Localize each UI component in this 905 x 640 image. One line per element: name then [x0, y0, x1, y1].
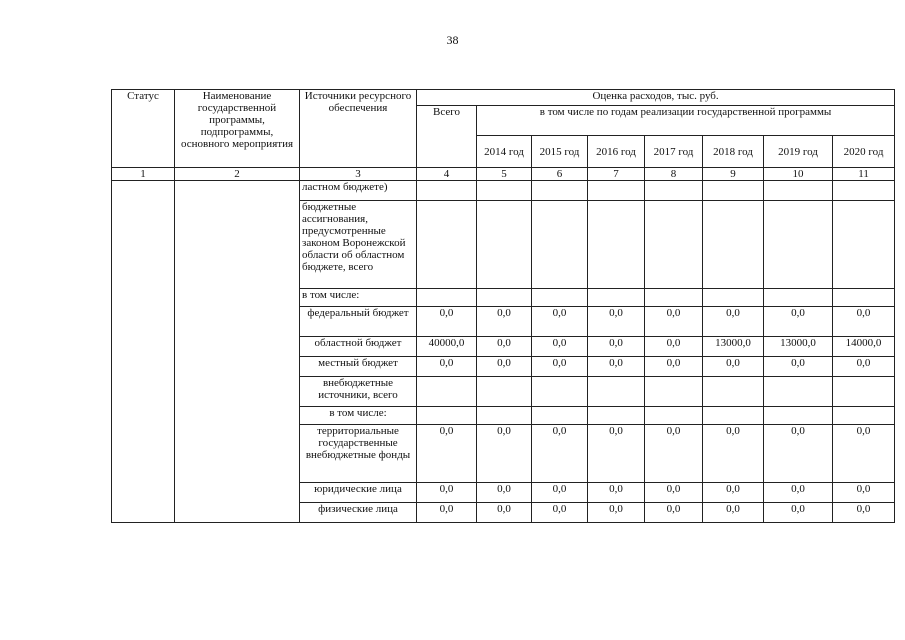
year-value-cell: 0,0 — [764, 307, 833, 337]
year-value-cell: 0,0 — [532, 357, 588, 377]
year-value-cell — [703, 289, 764, 307]
year-value-cell: 0,0 — [764, 357, 833, 377]
year-value-cell — [645, 407, 703, 425]
column-number: 4 — [417, 168, 477, 181]
year-value-cell: 0,0 — [477, 425, 532, 483]
total-value-cell: 40000,0 — [417, 337, 477, 357]
year-value-cell: 0,0 — [477, 307, 532, 337]
status-cell — [112, 337, 175, 357]
year-value-cell — [703, 407, 764, 425]
year-value-cell: 0,0 — [532, 307, 588, 337]
total-value-cell: 0,0 — [417, 425, 477, 483]
year-value-cell — [833, 407, 895, 425]
column-number: 10 — [764, 168, 833, 181]
year-value-cell: 0,0 — [477, 483, 532, 503]
year-value-cell — [645, 289, 703, 307]
year-value-cell — [532, 201, 588, 289]
year-value-cell — [703, 181, 764, 201]
program-name-cell — [175, 425, 300, 483]
year-value-cell: 0,0 — [588, 357, 645, 377]
year-value-cell — [833, 201, 895, 289]
year-value-cell: 0,0 — [833, 503, 895, 523]
table-row — [112, 483, 895, 503]
year-value-cell — [477, 377, 532, 407]
status-cell — [112, 289, 175, 307]
year-value-cell — [477, 289, 532, 307]
funding-source-cell: территориальные государственные внебюджетные фонды — [300, 425, 417, 483]
year-value-cell: 0,0 — [588, 503, 645, 523]
total-value-cell — [417, 377, 477, 407]
total-value-cell — [417, 181, 477, 201]
expense-estimate-table — [111, 89, 895, 523]
table-row — [112, 181, 895, 201]
year-value-cell: 0,0 — [833, 425, 895, 483]
funding-source-cell: физические лица — [300, 503, 417, 523]
status-cell — [112, 425, 175, 483]
total-value-cell: 0,0 — [417, 307, 477, 337]
year-value-cell: 0,0 — [703, 357, 764, 377]
year-value-cell — [645, 201, 703, 289]
year-value-cell: 13000,0 — [703, 337, 764, 357]
program-name-cell — [175, 181, 300, 201]
year-value-cell: 0,0 — [764, 503, 833, 523]
header-by-years: в том числе по годам реализации государственной программы — [477, 106, 895, 136]
table-row — [112, 377, 895, 407]
year-value-cell: 0,0 — [532, 483, 588, 503]
funding-source-cell: бюджетные ассигнования, предусмотренные законом Воронежской области об областном бюджете, всего — [300, 201, 417, 289]
column-number: 5 — [477, 168, 532, 181]
program-name-cell — [175, 307, 300, 337]
program-name-cell — [175, 503, 300, 523]
year-value-cell — [477, 181, 532, 201]
table-row — [112, 407, 895, 425]
year-value-cell — [588, 289, 645, 307]
year-value-cell: 0,0 — [477, 337, 532, 357]
year-value-cell: 0,0 — [703, 503, 764, 523]
year-value-cell — [703, 201, 764, 289]
year-value-cell: 0,0 — [764, 425, 833, 483]
status-cell — [112, 377, 175, 407]
header-year: 2017 год — [645, 136, 703, 168]
table-row — [112, 357, 895, 377]
funding-source-cell: ластном бюджете) — [300, 181, 417, 201]
year-value-cell: 0,0 — [764, 483, 833, 503]
page-number: 38 — [446, 33, 459, 47]
funding-source-cell: в том числе: — [300, 289, 417, 307]
header-status: Статус — [112, 90, 175, 168]
year-value-cell — [532, 181, 588, 201]
year-value-cell — [477, 407, 532, 425]
year-value-cell: 0,0 — [833, 307, 895, 337]
funding-source-cell: внебюджетные источники, всего — [300, 377, 417, 407]
year-value-cell: 0,0 — [645, 425, 703, 483]
status-cell — [112, 181, 175, 201]
year-value-cell: 0,0 — [703, 425, 764, 483]
year-value-cell: 0,0 — [645, 357, 703, 377]
table-row — [112, 503, 895, 523]
header-sources: Источники ресурсного обеспечения — [300, 90, 417, 168]
table-row — [112, 425, 895, 483]
year-value-cell — [532, 407, 588, 425]
year-value-cell — [588, 201, 645, 289]
year-value-cell: 0,0 — [645, 483, 703, 503]
year-value-cell: 0,0 — [532, 337, 588, 357]
header-total: Всего — [417, 106, 477, 168]
year-value-cell: 0,0 — [645, 307, 703, 337]
year-value-cell — [833, 289, 895, 307]
year-value-cell — [645, 377, 703, 407]
year-value-cell — [833, 377, 895, 407]
year-value-cell: 14000,0 — [833, 337, 895, 357]
total-value-cell — [417, 289, 477, 307]
year-value-cell — [833, 181, 895, 201]
year-value-cell: 0,0 — [477, 503, 532, 523]
year-value-cell: 0,0 — [588, 483, 645, 503]
column-number: 6 — [532, 168, 588, 181]
funding-source-cell: областной бюджет — [300, 337, 417, 357]
program-name-cell — [175, 357, 300, 377]
year-value-cell: 0,0 — [532, 425, 588, 483]
year-value-cell: 0,0 — [588, 337, 645, 357]
program-name-cell — [175, 289, 300, 307]
table-row — [112, 201, 895, 289]
program-name-cell — [175, 201, 300, 289]
status-cell — [112, 503, 175, 523]
year-value-cell — [703, 377, 764, 407]
total-value-cell — [417, 201, 477, 289]
program-name-cell — [175, 407, 300, 425]
year-value-cell — [532, 377, 588, 407]
header-year: 2019 год — [764, 136, 833, 168]
header-year: 2016 год — [588, 136, 645, 168]
program-name-cell — [175, 337, 300, 357]
header-expenses-title: Оценка расходов, тыс. руб. — [417, 90, 895, 106]
status-cell — [112, 201, 175, 289]
year-value-cell: 0,0 — [703, 483, 764, 503]
status-cell — [112, 407, 175, 425]
year-value-cell — [764, 407, 833, 425]
total-value-cell: 0,0 — [417, 483, 477, 503]
year-value-cell — [588, 181, 645, 201]
total-value-cell: 0,0 — [417, 357, 477, 377]
column-number: 7 — [588, 168, 645, 181]
program-name-cell — [175, 483, 300, 503]
year-value-cell — [764, 201, 833, 289]
status-cell — [112, 357, 175, 377]
year-value-cell: 0,0 — [703, 307, 764, 337]
year-value-cell — [588, 407, 645, 425]
status-cell — [112, 483, 175, 503]
year-value-cell — [645, 181, 703, 201]
year-value-cell: 0,0 — [833, 483, 895, 503]
column-number: 11 — [833, 168, 895, 181]
year-value-cell: 0,0 — [588, 307, 645, 337]
column-number: 3 — [300, 168, 417, 181]
status-cell — [112, 307, 175, 337]
year-value-cell — [532, 289, 588, 307]
header-year: 2014 год — [477, 136, 532, 168]
year-value-cell: 0,0 — [588, 425, 645, 483]
table-row — [112, 289, 895, 307]
header-program-name: Наименование государственной программы, подпрограммы, основного мероприятия — [175, 90, 300, 168]
column-number: 2 — [175, 168, 300, 181]
header-year: 2015 год — [532, 136, 588, 168]
year-value-cell: 13000,0 — [764, 337, 833, 357]
year-value-cell — [764, 181, 833, 201]
total-value-cell — [417, 407, 477, 425]
year-value-cell: 0,0 — [532, 503, 588, 523]
table-row — [112, 337, 895, 357]
year-value-cell: 0,0 — [645, 337, 703, 357]
funding-source-cell: юридические лица — [300, 483, 417, 503]
funding-source-cell: в том числе: — [300, 407, 417, 425]
year-value-cell — [477, 201, 532, 289]
total-value-cell: 0,0 — [417, 503, 477, 523]
year-value-cell — [764, 289, 833, 307]
year-value-cell: 0,0 — [645, 503, 703, 523]
column-number: 1 — [112, 168, 175, 181]
program-name-cell — [175, 377, 300, 407]
year-value-cell: 0,0 — [833, 357, 895, 377]
year-value-cell — [588, 377, 645, 407]
funding-source-cell: местный бюджет — [300, 357, 417, 377]
header-year: 2020 год — [833, 136, 895, 168]
funding-source-cell: федеральный бюджет — [300, 307, 417, 337]
year-value-cell — [764, 377, 833, 407]
header-year: 2018 год — [703, 136, 764, 168]
table-row — [112, 307, 895, 337]
column-number: 9 — [703, 168, 764, 181]
year-value-cell: 0,0 — [477, 357, 532, 377]
column-number: 8 — [645, 168, 703, 181]
